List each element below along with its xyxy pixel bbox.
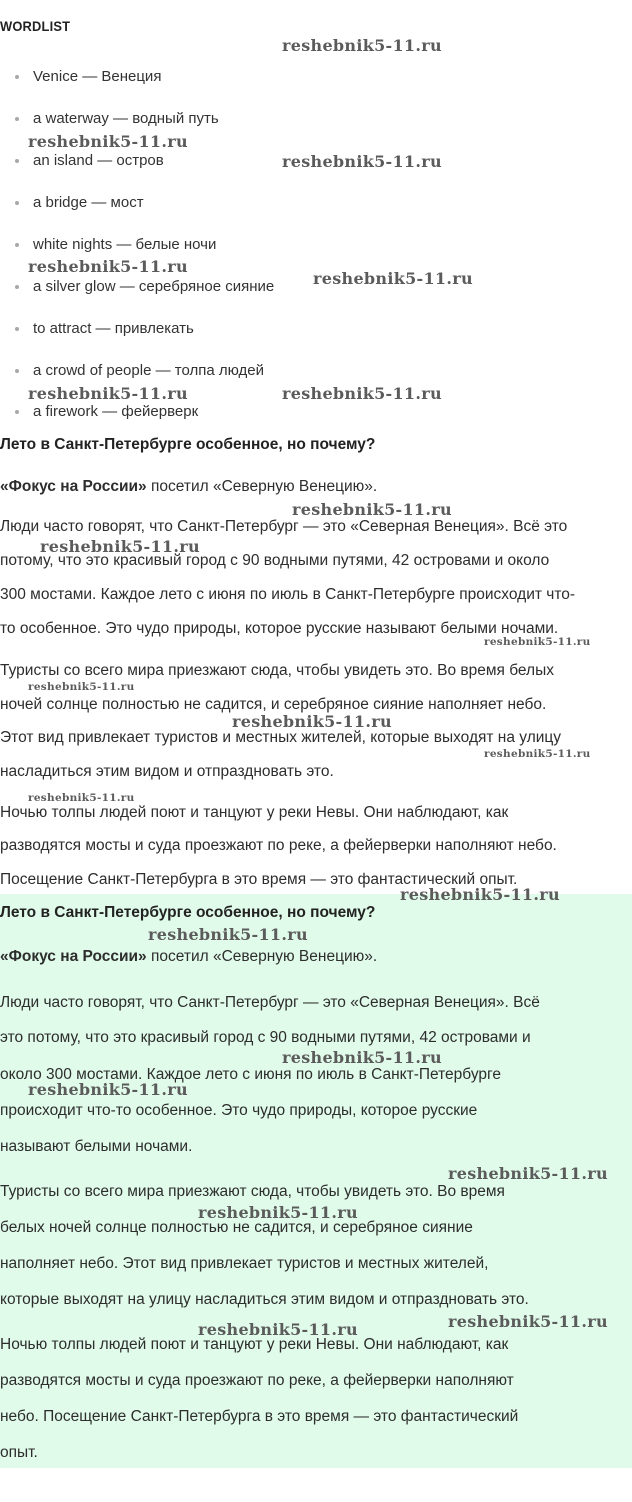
paragraph-line: 300 мостами. Каждое лето с июня по июль в Санкт-Петербурге происходит что-: [0, 586, 576, 603]
bullet-icon: [15, 75, 19, 79]
paragraph-line: наполняет небо. Этот вид привлекает туристов и местных жителей,: [0, 1255, 489, 1272]
bullet-icon: [15, 285, 19, 289]
paragraph-line: небо. Посещение Санкт-Петербурга в это время — это фантастический: [0, 1408, 519, 1425]
watermark: reshebnik5-11.ru: [28, 132, 188, 151]
watermark: reshebnik5-11.ru: [400, 885, 560, 904]
bullet-icon: [15, 201, 19, 205]
watermark: reshebnik5-11.ru: [313, 269, 473, 288]
watermark: reshebnik5-11.ru: [198, 1203, 358, 1222]
watermark: reshebnik5-11.ru: [292, 500, 452, 519]
paragraph-line: происходит что-то особенное. Это чудо природы, которое русские: [0, 1102, 478, 1119]
lead-source: «Фокус на России»: [0, 478, 147, 495]
paragraph-line: Туристы со всего мира приезжают сюда, чтобы увидеть это. Во время белых: [0, 662, 554, 679]
paragraph-line: опыт.: [0, 1444, 38, 1461]
article-lead: [0, 478, 377, 496]
paragraph-line: разводятся мосты и суда проезжают по реке, а фейерверки наполняют: [0, 1372, 514, 1389]
article-question: Лето в Санкт-Петербурге особенное, но почему?: [0, 904, 376, 921]
paragraph-line: Этот вид привлекает туристов и местных жителей, которые выходят на улицу: [0, 729, 562, 746]
paragraph-line: Ночью толпы людей поют и танцуют у реки Невы. Они наблюдают, как: [0, 1336, 509, 1353]
watermark: reshebnik5-11.ru: [28, 1080, 188, 1099]
watermark: reshebnik5-11.ru: [28, 792, 135, 804]
paragraph-line: то особенное. Это чудо природы, которое русские называют белыми ночами.: [0, 620, 559, 637]
article-lead: [0, 948, 377, 966]
bullet-icon: [15, 327, 19, 331]
bullet-icon: [15, 410, 19, 414]
paragraph-line: белых ночей солнце полностью не садится, и серебряное сияние: [0, 1219, 473, 1236]
paragraph-line: насладиться этим видом и отпраздновать это.: [0, 763, 334, 780]
wordlist-heading: WORDLIST: [0, 18, 71, 34]
paragraph-line: Туристы со всего мира приезжают сюда, чтобы увидеть это. Во время: [0, 1183, 505, 1200]
article-highlighted: [0, 894, 632, 1468]
paragraph-line: это потому, что это красивый город с 90 водными путями, 42 островами и: [0, 1029, 531, 1046]
article-question: Лето в Санкт-Петербурге особенное, но почему?: [0, 436, 376, 453]
paragraph-line: называют белыми ночами.: [0, 1138, 193, 1155]
bullet-icon: [15, 117, 19, 121]
paragraph-line: ночей солнце полностью не садится, и серебряное сияние наполняет небо.: [0, 696, 547, 713]
paragraph-line: разводятся мосты и суда проезжают по реке, а фейерверки наполняют небо.: [0, 837, 557, 854]
watermark: reshebnik5-11.ru: [198, 1320, 358, 1339]
watermark: reshebnik5-11.ru: [484, 748, 591, 760]
watermark: reshebnik5-11.ru: [282, 1048, 442, 1067]
watermark: reshebnik5-11.ru: [28, 257, 188, 276]
lead-text: посетил «Северную Венецию».: [146, 948, 378, 965]
paragraph-line: потому, что это красивый город с 90 водными путями, 42 островами и около: [0, 552, 550, 569]
watermark: reshebnik5-11.ru: [484, 636, 591, 648]
bullet-icon: [15, 243, 19, 247]
paragraph-line: Посещение Санкт-Петербурга в это время — это фантастический опыт.: [0, 871, 518, 888]
watermark: reshebnik5-11.ru: [282, 152, 442, 171]
paragraph-line: которые выходят на улицу насладиться этим видом и отпраздновать это.: [0, 1291, 529, 1308]
bullet-icon: [15, 369, 19, 373]
watermark: reshebnik5-11.ru: [28, 384, 188, 403]
watermark: reshebnik5-11.ru: [282, 36, 442, 55]
watermark: reshebnik5-11.ru: [40, 537, 200, 556]
watermark: reshebnik5-11.ru: [148, 925, 308, 944]
lead-source: «Фокус на России»: [0, 948, 147, 965]
bullet-icon: [15, 159, 19, 163]
paragraph-line: Люди часто говорят, что Санкт-Петербург — это «Северная Венеция». Всё: [0, 994, 540, 1011]
paragraph-line: Ночью толпы людей поют и танцуют у реки Невы. Они наблюдают, как: [0, 804, 509, 821]
paragraph-line: около 300 мостами. Каждое лето с июня по июль в Санкт-Петербурге: [0, 1066, 501, 1083]
paragraph-line: Люди часто говорят, что Санкт-Петербург — это «Северная Венеция». Всё это: [0, 518, 568, 535]
watermark: reshebnik5-11.ru: [448, 1164, 608, 1183]
watermark: reshebnik5-11.ru: [448, 1312, 608, 1331]
watermark: reshebnik5-11.ru: [282, 384, 442, 403]
watermark: reshebnik5-11.ru: [28, 681, 135, 693]
watermark: reshebnik5-11.ru: [232, 712, 392, 731]
lead-text: посетил «Северную Венецию».: [146, 478, 378, 495]
